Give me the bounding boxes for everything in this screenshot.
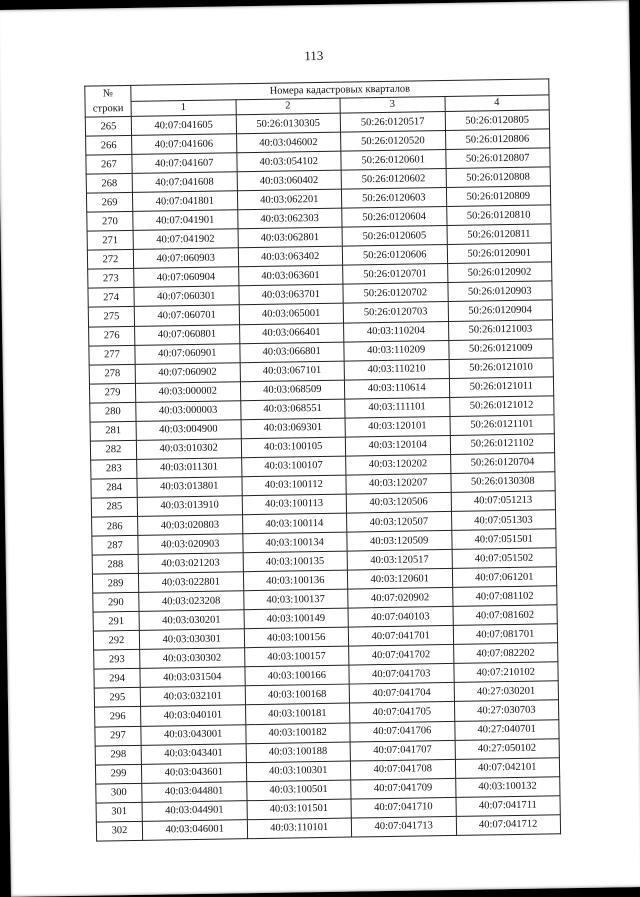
cadastral-number-cell: 40:03:100181 [245,704,350,725]
row-number-cell: 272 [87,250,133,270]
cadastral-number-cell: 40:03:100114 [242,513,347,534]
cadastral-number-cell: 40:03:100105 [241,437,346,458]
cadastral-number-cell: 40:03:032101 [140,686,245,707]
cadastral-number-cell: 40:07:041711 [455,795,560,816]
table-body [85,110,560,841]
column-number-3: 3 [340,96,445,113]
cadastral-number-cell: 50:26:0120606 [342,245,447,266]
cadastral-number-cell: 40:03:020803 [138,515,243,536]
cadastral-number-cell: 40:03:120601 [347,569,452,590]
cadastral-number-cell: 50:26:0121009 [448,338,553,359]
header-group-title: Номера кадастровых кварталов [131,79,549,101]
cadastral-number-cell: 40:03:100132 [455,776,560,797]
cadastral-number-cell: 40:07:041605 [131,115,236,136]
cadastral-number-cell: 40:07:041710 [351,797,456,818]
row-number-cell: 293 [94,650,140,670]
cadastral-number-cell: 40:03:120104 [345,435,450,456]
cadastral-number-cell: 50:26:0120806 [445,129,550,150]
cadastral-number-cell: 40:07:081602 [453,605,558,626]
row-number-cell: 265 [85,116,131,136]
cadastral-number-cell: 40:03:062303 [237,208,342,229]
row-number-cell: 268 [86,174,132,194]
row-number-cell: 291 [93,612,139,632]
cadastral-number-cell: 40:03:110204 [344,321,449,342]
cadastral-number-cell: 40:07:051303 [451,510,556,531]
cadastral-number-cell: 40:03:069301 [241,418,346,439]
cadastral-number-cell: 40:27:030703 [454,700,559,721]
cadastral-number-cell: 40:03:110210 [344,359,449,380]
cadastral-number-cell: 40:07:041902 [133,229,238,250]
cadastral-number-cell: 40:07:081102 [452,586,557,607]
column-number-2: 2 [236,98,341,115]
cadastral-number-cell: 50:26:0120520 [341,131,446,152]
cadastral-number-cell: 40:03:044801 [142,781,247,802]
cadastral-number-cell: 40:07:041712 [456,815,561,836]
cadastral-number-cell: 40:03:100188 [246,742,351,763]
cadastral-number-cell: 40:03:100112 [241,475,346,496]
row-number-cell: 288 [92,554,138,574]
cadastral-number-cell: 40:03:100168 [245,684,350,705]
cadastral-number-cell: 50:26:0120810 [446,205,551,226]
cadastral-number-cell: 40:03:120202 [346,454,451,475]
row-number-cell: 273 [88,269,134,289]
cadastral-number-cell: 40:03:110209 [344,340,449,361]
cadastral-number-cell: 40:03:000002 [135,381,240,402]
cadastral-number-cell: 50:26:0120901 [447,243,552,264]
cadastral-number-cell: 40:07:041704 [349,683,454,704]
row-number-cell: 276 [89,326,135,346]
cadastral-number-cell: 50:26:0120605 [342,226,447,247]
cadastral-number-cell: 40:07:060901 [135,343,240,364]
row-number-cell: 287 [92,535,138,555]
row-number-cell: 270 [87,212,133,232]
cadastral-number-cell: 40:07:051213 [451,491,556,512]
cadastral-number-cell: 40:03:120506 [346,492,451,513]
cadastral-number-cell: 40:03:120517 [347,550,452,571]
row-number-cell: 277 [89,345,135,365]
cadastral-number-cell: 40:03:067101 [240,361,345,382]
cadastral-number-cell: 50:26:0120601 [341,150,446,171]
cadastral-number-cell: 40:07:060902 [135,362,240,383]
cadastral-number-cell: 40:03:066801 [239,342,344,363]
row-number-cell: 295 [94,688,140,708]
cadastral-number-cell: 40:07:041701 [348,626,453,647]
cadastral-number-cell: 50:26:0120704 [450,453,555,474]
row-number-cell: 296 [95,707,141,727]
column-number-4: 4 [444,94,549,111]
cadastral-number-cell: 40:03:100134 [242,532,347,553]
cadastral-number-cell: 50:26:0120602 [341,169,446,190]
row-number-cell: 283 [91,459,137,479]
row-number-cell: 274 [88,288,134,308]
cadastral-number-cell: 50:26:0120702 [343,283,448,304]
cadastral-number-cell: 50:26:0121010 [449,357,554,378]
cadastral-number-cell: 40:07:041709 [351,778,456,799]
cadastral-number-cell: 40:07:051501 [451,529,556,550]
row-number-cell: 280 [90,402,136,422]
cadastral-number-cell: 40:07:041607 [132,153,237,174]
row-number-cell: 292 [93,631,139,651]
row-number-cell: 289 [92,573,138,593]
cadastral-number-cell: 40:07:041708 [350,759,455,780]
cadastral-number-cell: 40:07:042101 [455,757,560,778]
header-rows-label: строки [92,103,124,115]
cadastral-number-cell: 40:27:050102 [455,738,560,759]
cadastral-number-cell: 40:03:004900 [136,419,241,440]
row-number-cell: 298 [95,745,141,765]
cadastral-number-cell: 40:03:100157 [244,646,349,667]
cadastral-number-cell: 40:07:041703 [349,664,454,685]
cadastral-number-cell: 40:03:021203 [138,553,243,574]
cadastral-number-cell: 50:26:0120807 [445,148,550,169]
cadastral-number-cell: 40:03:030201 [139,610,244,631]
cadastral-number-cell: 40:07:040103 [348,607,453,628]
cadastral-number-cell: 40:07:041706 [350,721,455,742]
cadastral-number-cell: 40:07:041702 [349,645,454,666]
cadastral-number-cell: 40:03:062201 [237,189,342,210]
cadastral-number-cell: 40:03:100156 [244,627,349,648]
cadastral-number-cell: 40:03:100149 [244,608,349,629]
cadastral-number-cell: 40:07:041713 [351,816,456,837]
cadastral-number-cell: 40:03:030302 [140,648,245,669]
cadastral-number-cell: 50:26:0120811 [447,224,552,245]
cadastral-number-cell: 40:07:041707 [350,740,455,761]
cadastral-number-cell: 50:26:0121003 [448,319,553,340]
cadastral-number-cell: 50:26:0120809 [446,186,551,207]
cadastral-number-cell: 40:03:100113 [242,494,347,515]
row-number-cell: 269 [86,193,132,213]
cadastral-number-cell: 40:07:041606 [132,134,237,155]
cadastral-number-cell: 40:03:020903 [138,534,243,555]
cadastral-number-cell: 40:03:022801 [138,572,243,593]
row-number-cell: 267 [86,155,132,175]
cadastral-number-cell: 40:03:043401 [141,743,246,764]
page-number: 113 [304,47,324,64]
cadastral-number-cell: 40:07:051502 [452,548,557,569]
cadastral-number-cell: 40:03:100182 [245,723,350,744]
row-number-cell: 300 [96,783,142,803]
cadastral-number-cell: 40:07:041901 [133,210,238,231]
cadastral-number-cell: 40:03:063701 [238,285,343,306]
row-number-cell: 301 [96,802,142,822]
cadastral-number-cell: 40:03:046001 [142,819,247,840]
cadastral-number-cell: 40:07:041705 [350,702,455,723]
cadastral-number-cell: 50:26:0130308 [450,472,555,493]
row-number-cell: 282 [90,440,136,460]
cadastral-number-cell: 40:07:210102 [453,662,558,683]
cadastral-number-cell: 50:26:0121012 [449,396,554,417]
cadastral-number-cell: 40:03:054102 [236,151,341,172]
cadastral-number-cell: 40:03:101501 [247,799,352,820]
row-number-cell: 294 [94,669,140,689]
cadastral-number-cell: 40:03:068551 [240,399,345,420]
row-number-cell: 284 [91,478,137,498]
cadastral-number-cell: 40:03:100166 [244,665,349,686]
cadastral-number-cell: 40:03:120207 [346,473,451,494]
cadastral-number-cell: 40:03:120509 [347,530,452,551]
cadastral-number-cell: 40:03:120507 [347,511,452,532]
row-number-cell: 281 [90,421,136,441]
cadastral-number-cell: 40:03:063601 [238,265,343,286]
cadastral-number-cell: 40:03:013801 [137,477,242,498]
cadastral-number-cell: 40:03:100501 [246,780,351,801]
cadastral-number-cell: 40:03:044901 [142,800,247,821]
cadastral-table [84,78,561,841]
row-number-cell: 302 [96,821,142,841]
cadastral-number-cell: 50:26:0120805 [445,110,550,131]
column-number-1: 1 [131,99,236,116]
row-number-cell: 275 [88,307,134,327]
header-no-sign: № [102,88,114,100]
cadastral-number-cell: 40:27:030201 [454,681,559,702]
cadastral-number-cell: 40:07:020902 [348,588,453,609]
row-number-cell: 271 [87,231,133,251]
cadastral-number-cell: 40:07:061201 [452,567,557,588]
cadastral-number-cell: 40:07:082202 [453,643,558,664]
cadastral-number-cell: 40:03:066401 [239,323,344,344]
cadastral-number-cell: 50:26:0121102 [450,434,555,455]
row-number-cell: 297 [95,726,141,746]
cadastral-number-cell: 50:26:0120903 [447,281,552,302]
row-number-cell: 286 [92,516,138,536]
cadastral-number-cell: 40:03:100107 [241,456,346,477]
cadastral-number-cell: 40:03:068509 [240,380,345,401]
cadastral-number-cell: 40:03:111101 [345,397,450,418]
cadastral-number-cell: 50:26:0120904 [448,300,553,321]
cadastral-number-cell: 50:26:0120701 [343,264,448,285]
cadastral-number-cell: 40:03:031504 [140,667,245,688]
cadastral-number-cell: 40:03:030301 [139,629,244,650]
row-number-cell: 299 [95,764,141,784]
cadastral-number-cell: 40:07:060903 [133,248,238,269]
row-number-header [85,85,131,117]
cadastral-number-cell: 50:26:0120902 [447,262,552,283]
cadastral-number-cell: 50:26:0121101 [450,415,555,436]
cadastral-number-cell: 40:03:063402 [238,246,343,267]
cadastral-number-cell: 40:03:120101 [345,416,450,437]
cadastral-number-cell: 40:07:041801 [132,191,237,212]
cadastral-number-cell: 40:03:010302 [136,439,241,460]
cadastral-number-cell: 40:07:041608 [132,172,237,193]
cadastral-number-cell: 40:03:040101 [141,705,246,726]
row-number-cell: 285 [91,497,137,517]
cadastral-number-cell: 50:26:0120517 [340,111,445,132]
cadastral-number-cell: 40:07:060801 [135,324,240,345]
cadastral-number-cell: 40:07:060701 [134,305,239,326]
cadastral-number-cell: 40:03:100301 [246,761,351,782]
cadastral-number-cell: 40:03:100137 [243,589,348,610]
row-number-cell: 266 [86,135,132,155]
cadastral-number-cell: 40:03:110614 [344,378,449,399]
row-number-cell: 290 [93,593,139,613]
cadastral-number-cell: 40:27:040701 [454,719,559,740]
cadastral-number-cell: 40:03:043601 [141,762,246,783]
cadastral-number-cell: 40:03:043001 [141,724,246,745]
cadastral-number-cell: 40:03:000003 [136,400,241,421]
row-number-cell: 278 [89,364,135,384]
cadastral-number-cell: 50:26:0120808 [446,167,551,188]
row-number-cell: 279 [89,383,135,403]
cadastral-number-cell: 40:03:065001 [239,304,344,325]
cadastral-number-cell: 40:03:100136 [243,570,348,591]
cadastral-number-cell: 40:03:023208 [139,591,244,612]
cadastral-number-cell: 40:07:060904 [134,267,239,288]
cadastral-number-cell: 40:07:060301 [134,286,239,307]
cadastral-number-cell: 40:03:046002 [236,132,341,153]
cadastral-number-cell: 50:26:0121011 [449,376,554,397]
cadastral-number-cell: 40:03:011301 [137,458,242,479]
cadastral-number-cell: 40:03:060402 [237,170,342,191]
cadastral-number-cell: 50:26:0120703 [343,302,448,323]
cadastral-number-cell: 40:07:081701 [453,624,558,645]
cadastral-number-cell: 40:03:013910 [137,496,242,517]
cadastral-number-cell: 40:03:110101 [247,818,352,839]
cadastral-number-cell: 50:26:0130305 [236,113,341,134]
cadastral-number-cell: 40:03:100135 [243,551,348,572]
cadastral-number-cell: 40:03:062801 [238,227,343,248]
cadastral-number-cell: 50:26:0120603 [341,188,446,209]
cadastral-number-cell: 50:26:0120604 [342,207,447,228]
